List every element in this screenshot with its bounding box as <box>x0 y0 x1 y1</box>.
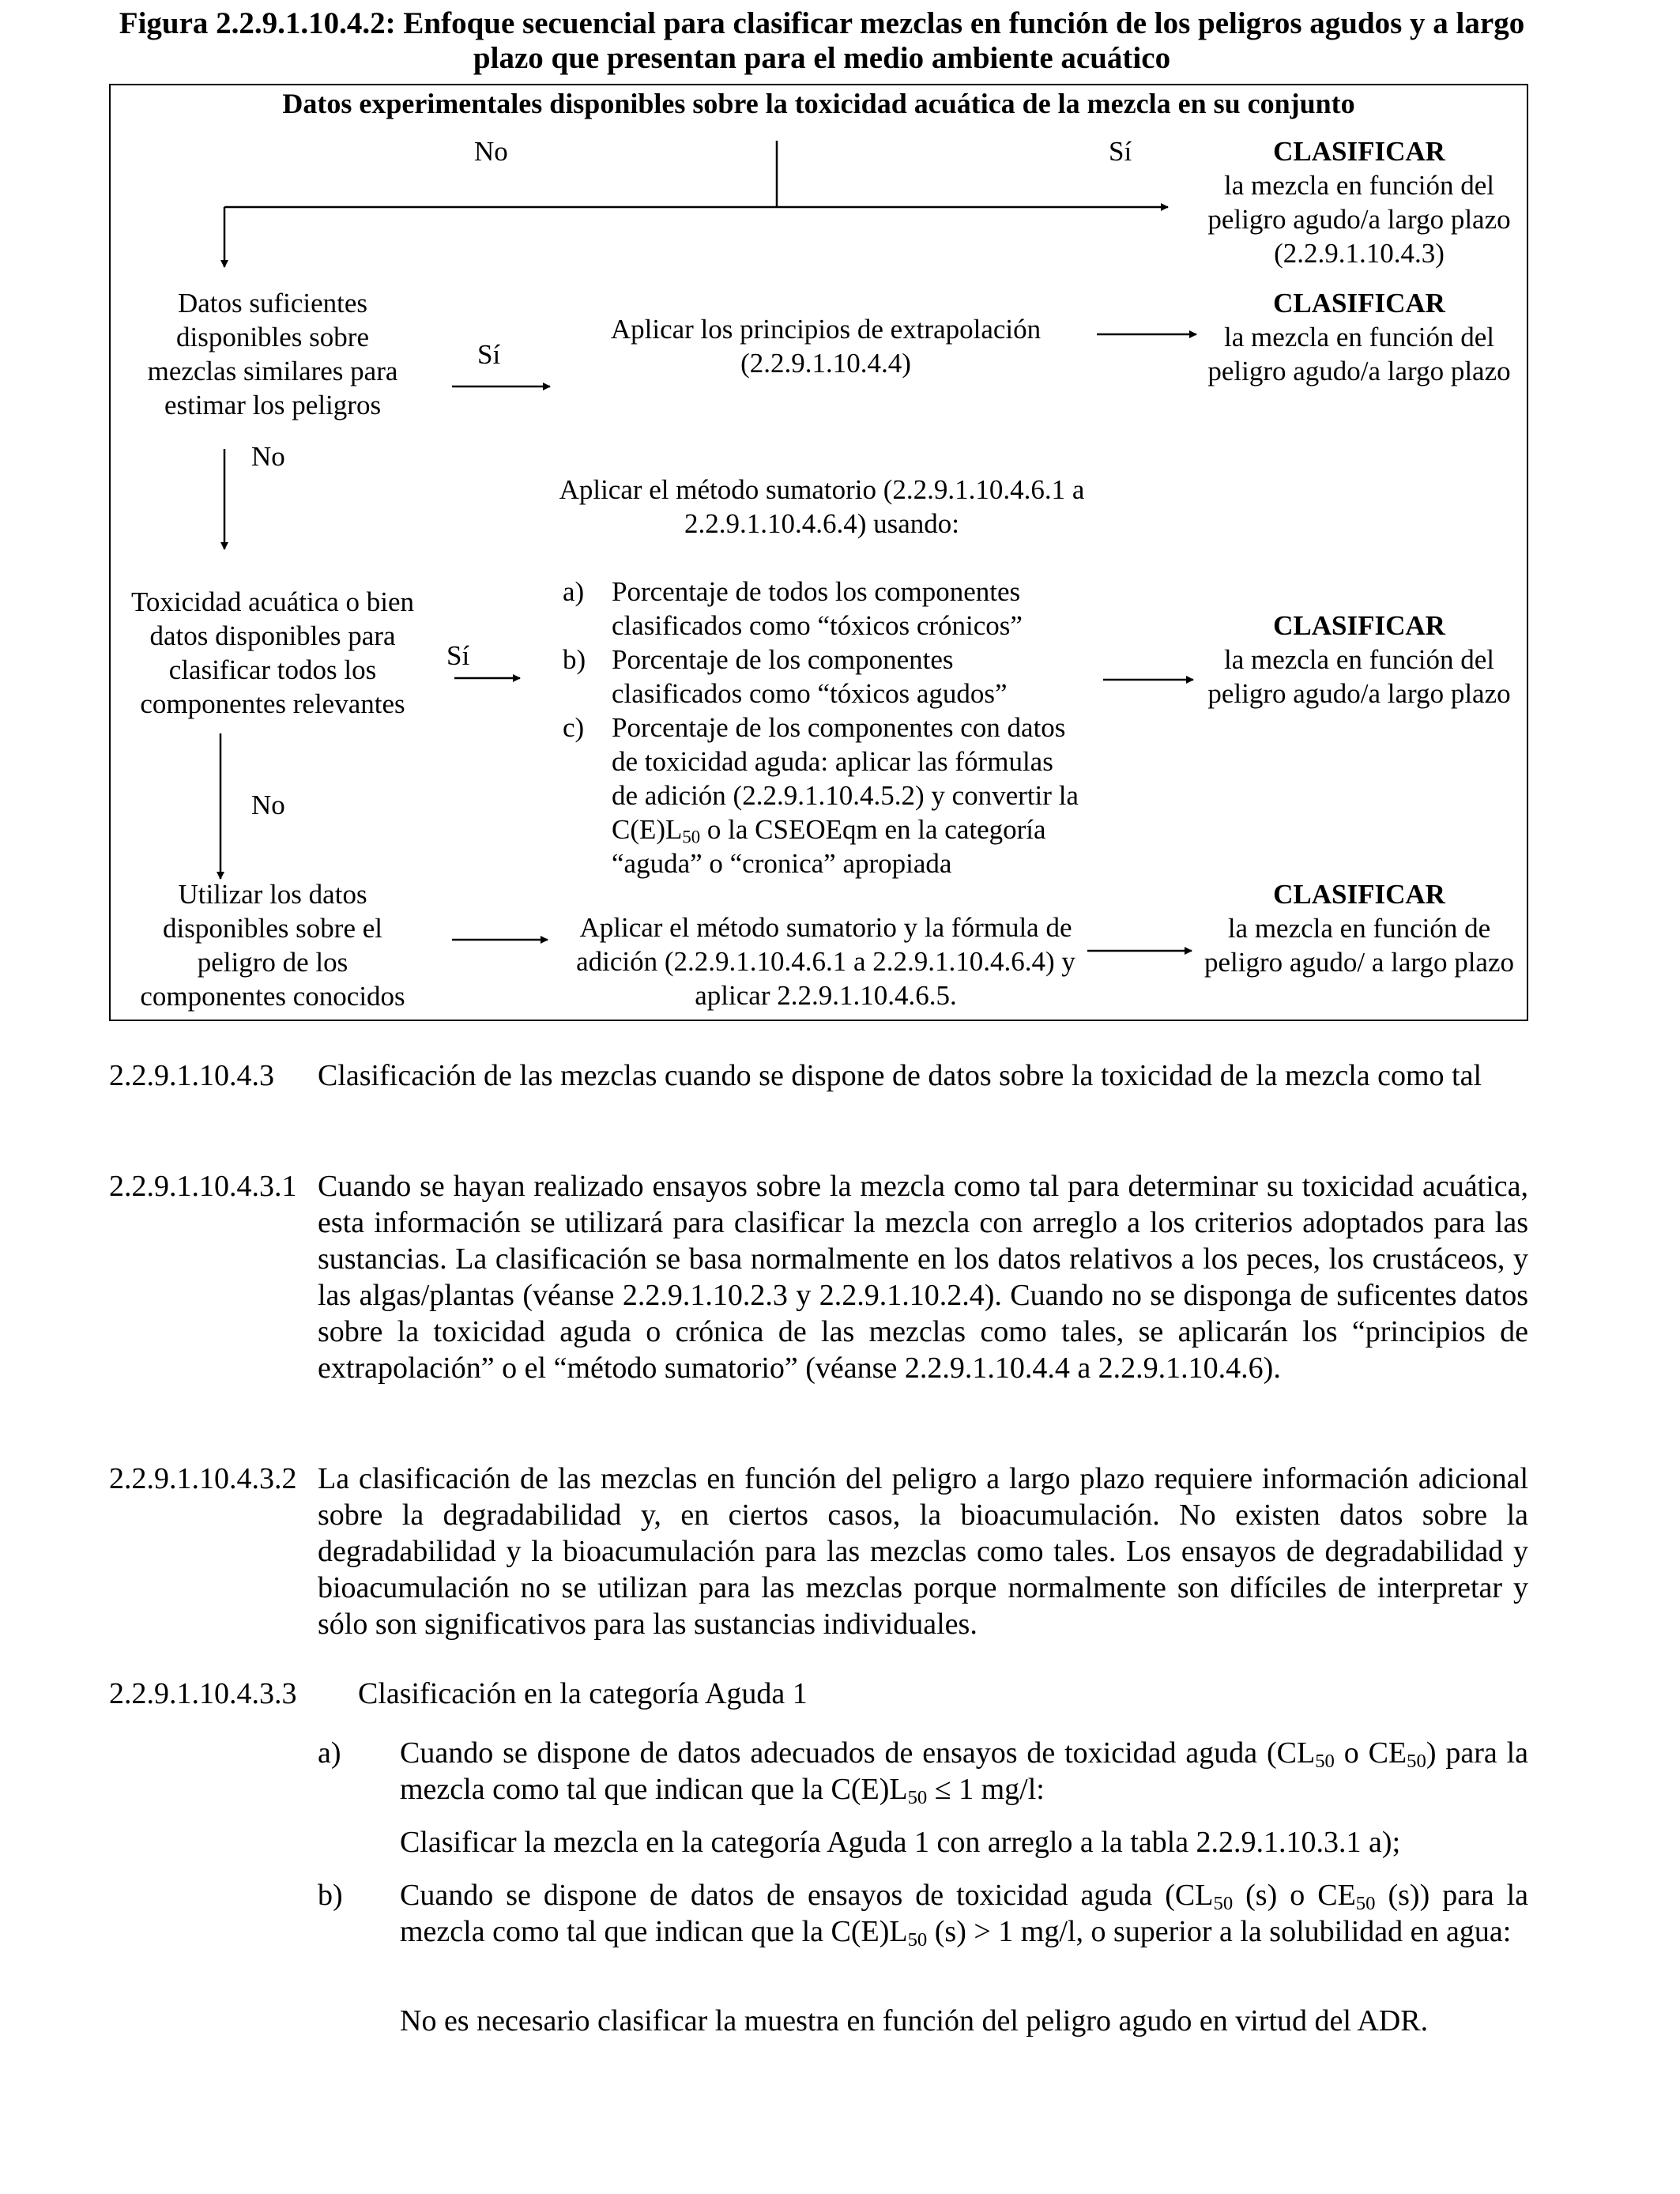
row1-si-label: Sí <box>477 339 501 370</box>
result-text-2: la mezcla en función del peligro agudo/a largo plazo <box>1207 322 1511 386</box>
row3-condition: Utilizar los datos disponibles sobre el peligro de los componentes conocidos <box>140 879 405 1012</box>
section-number: 2.2.9.1.10.4.3.1 <box>109 1170 297 1203</box>
classify-heading: CLASIFICAR <box>1273 610 1445 641</box>
list-item <box>563 575 1084 643</box>
text-part: ≤ 1 mg/l: <box>927 1773 1045 1806</box>
item-b-result: No es necesario clasificar la muestra en función del peligro agudo en virtud del ADR. <box>400 2004 1429 2038</box>
row2-si-label: Sí <box>446 640 470 671</box>
item-a-result: Clasificar la mezcla en la categoría Aguda 1 con arreglo a la tabla 2.2.9.1.10.3.1 a); <box>400 1826 1401 1859</box>
subscript: 50 <box>1315 1751 1335 1773</box>
subscript: 50 <box>907 1787 928 1809</box>
list-letter: c) <box>563 712 585 743</box>
subscript: 50 <box>1407 1751 1426 1773</box>
result-text-4: la mezcla en función de peligro agudo/ a largo plazo <box>1203 913 1514 978</box>
row2-action-head: Aplicar el método sumatorio (2.2.9.1.10.4.6.1 a 2.2.9.1.10.4.6.4) usando: <box>559 474 1085 539</box>
result-text-1: la mezcla en función del peligro agudo/a largo plazo (2.2.9.1.10.4.3) <box>1207 170 1511 269</box>
text-part: Cuando se dispone de datos adecuados de ensayos de toxicidad aguda (CL <box>400 1736 1316 1770</box>
row3-action: Aplicar el método sumatorio y la fórmula de adición (2.2.9.1.10.4.6.1 a 2.2.9.1.10.4.6.4) y aplicar 2.2.9.1.10.4.6.5. <box>576 912 1075 1011</box>
result-box-2 <box>1193 286 1525 388</box>
list-item <box>563 711 1084 880</box>
row1-no-label: No <box>251 441 285 472</box>
text-part: (s) > 1 mg/l, o superior a la solubilidad en agua: <box>927 1915 1512 1948</box>
list-text: Porcentaje de los componentes clasificados como “tóxicos agudos” <box>612 644 1008 709</box>
row1-action: Aplicar los principios de extrapolación (2.2.9.1.10.4.4) <box>610 314 1042 379</box>
text-part: ) para la mezcla como tal que indican que la C(E)L <box>400 1736 1528 1806</box>
list-item <box>563 643 1084 711</box>
item-a-text <box>400 1735 1528 1808</box>
list-letter: a) <box>563 576 585 607</box>
classify-heading: CLASIFICAR <box>1273 288 1445 319</box>
section-paragraph: La clasificación de las mezclas en función del peligro a largo plazo requiere información adicional sobre la degradabilidad y, en ciertos casos, la bioacumulación. No existen datos sobre la degradabilidad y la bioacumulación para las mezclas como tales. Los ensayos de degradabilidad y bioacumulación no se utilizan para las mezclas porque normalmente son difíciles de interpretar y sólo son significativos para las sustancias individuales. <box>318 1462 1528 1641</box>
item-letter: a) <box>318 1736 341 1770</box>
row1-condition: Datos suficientes disponibles sobre mezclas similares para estimar los peligros <box>147 288 398 420</box>
row2-no-label: No <box>251 790 285 820</box>
subscript: 50 <box>1355 1893 1376 1915</box>
result-box-3 <box>1193 609 1525 711</box>
section-number: 2.2.9.1.10.4.3.2 <box>109 1462 297 1495</box>
classify-heading: CLASIFICAR <box>1273 879 1445 910</box>
top-no-label: No <box>474 136 508 167</box>
section-title: Clasificación de las mezclas cuando se dispone de datos sobre la toxicidad de la mezcla como tal <box>318 1059 1482 1092</box>
top-si-label: Sí <box>1109 136 1132 167</box>
text-part: o CE <box>1334 1736 1407 1770</box>
item-b-text <box>400 1877 1528 1950</box>
list-text-c <box>612 712 1079 879</box>
list-text: Porcentaje de todos los componentes clasificados como “tóxicos crónicos” <box>612 576 1023 641</box>
text-part: (s) o CE <box>1233 1879 1356 1912</box>
subscript: 50 <box>1213 1893 1234 1915</box>
subscript: 50 <box>907 1929 928 1951</box>
text-part: (s)) para la mezcla como tal que indican que la C(E)L <box>400 1879 1529 1948</box>
item-letter: b) <box>318 1879 343 1912</box>
section-number: 2.2.9.1.10.4.3.3 <box>109 1677 297 1710</box>
list-text-c-part: Porcentaje de los componentes con datos de toxicidad aguda: aplicar las fórmulas de adición (2.2.9.1.10.4.5.2) y convertir la C(E)L <box>612 712 1079 845</box>
section-paragraph: Cuando se hayan realizado ensayos sobre la mezcla como tal para determinar su toxicidad acuática, esta información se utilizará para clasificar la mezcla con arreglo a los criterios adoptados para las sustancias. La clasificación se basa normalmente en los datos relativos a los peces, los crustáceos, y las algas/plantas (véanse 2.2.9.1.10.2.3 y 2.2.9.1.10.2.4). Cuando no se disponga de suficentes datos sobre la toxicidad aguda o crónica de las mezclas como tales, se aplicarán los “principios de extrapolación” o el “método sumatorio” (véanse 2.2.9.1.10.4.4 a 2.2.9.1.10.4.6). <box>318 1170 1528 1385</box>
result-box-1 <box>1193 134 1525 270</box>
section-title: Clasificación en la categoría Aguda 1 <box>358 1677 808 1710</box>
result-box-4 <box>1193 877 1525 979</box>
section-number: 2.2.9.1.10.4.3 <box>109 1059 274 1092</box>
classify-heading: CLASIFICAR <box>1273 136 1445 167</box>
list-text-c-part: o la CSEOEqm en la categoría “aguda” o “cronica” apropiada <box>612 814 1046 879</box>
subscript: 50 <box>682 827 701 847</box>
row2-action-list <box>563 575 1084 880</box>
list-letter: b) <box>563 644 586 675</box>
row2-condition: Toxicidad acuática o bien datos disponibles para clasificar todos los componentes relevantes <box>130 586 415 719</box>
result-text-3: la mezcla en función del peligro agudo/a largo plazo <box>1207 644 1511 709</box>
text-part: Cuando se dispone de datos de ensayos de toxicidad aguda (CL <box>400 1879 1214 1912</box>
figure-title: Figura 2.2.9.1.10.4.2: Enfoque secuencial para clasificar mezclas en función de los peligros agudos y a largo plazo que presentan para el medio ambiente acuático <box>119 6 1525 75</box>
flowchart-header: Datos experimentales disponibles sobre la toxicidad acuática de la mezcla en su conjunto <box>282 88 1355 119</box>
